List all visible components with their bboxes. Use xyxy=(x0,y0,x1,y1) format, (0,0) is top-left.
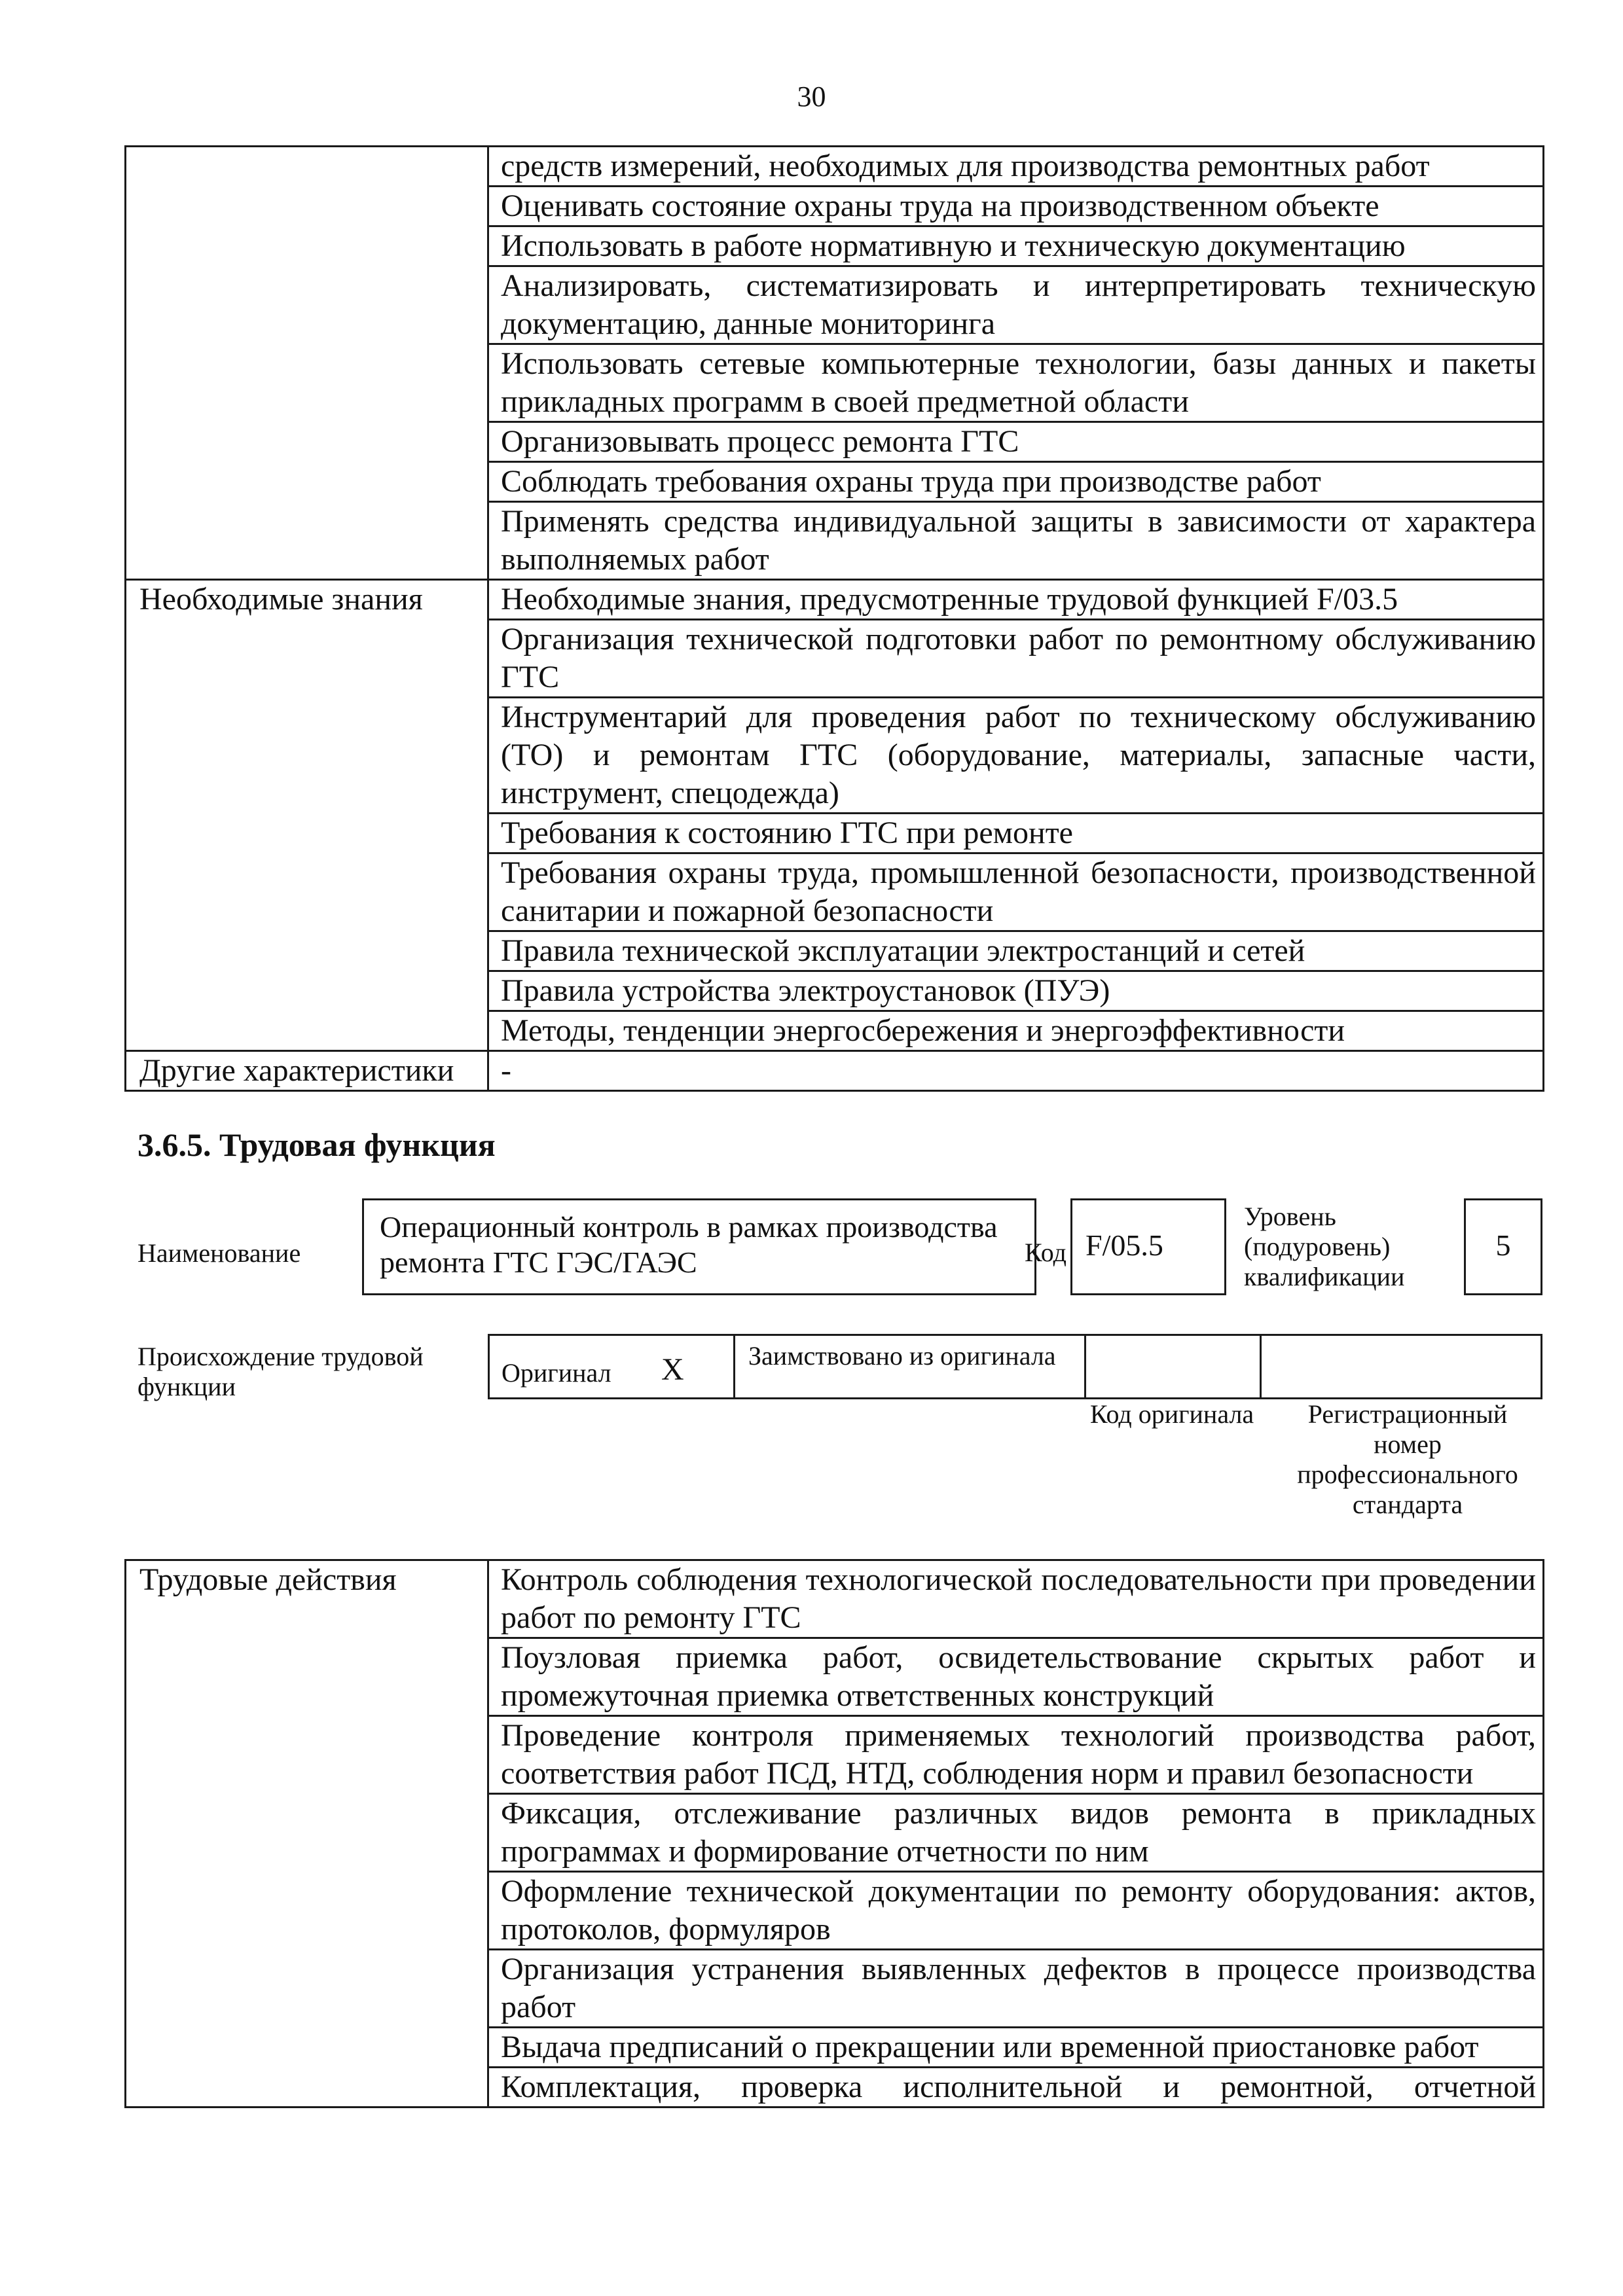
origin-original-cell xyxy=(490,1336,735,1397)
row-label-other: Другие характеристики xyxy=(126,1051,488,1091)
code-original-caption: Код оригинала xyxy=(1089,1399,1254,1429)
qualification-level-value: 5 xyxy=(1464,1198,1542,1295)
table-row xyxy=(126,580,1544,620)
name-label: Наименование xyxy=(137,1238,301,1268)
table-cell: Оформление технической документации по ремонту оборудования: актов, протоколов, формуляров xyxy=(488,1872,1544,1950)
table-row xyxy=(126,1051,1544,1091)
table-cell: Соблюдать требования охраны труда при производстве работ xyxy=(488,462,1544,502)
row-label-labor-actions: Трудовые действия xyxy=(126,1560,488,2108)
original-label: Оригинал xyxy=(501,1358,611,1388)
table-cell: - xyxy=(488,1051,1544,1091)
table-cell: Требования охраны труда, промышленной безопасности, производственной санитарии и пожарной безопасности xyxy=(488,853,1544,931)
origin-code-cell xyxy=(1086,1336,1262,1397)
table-cell: Требования к состоянию ГТС при ремонте xyxy=(488,814,1544,853)
labor-actions-table xyxy=(124,1559,1544,2108)
table-row xyxy=(126,147,1544,187)
table-cell: Необходимые знания, предусмотренные трудовой функцией F/03.5 xyxy=(488,580,1544,620)
original-mark: X xyxy=(661,1352,684,1387)
qualification-level-label: Уровень (подуровень) квалификации xyxy=(1244,1202,1405,1291)
table-cell: Использовать в работе нормативную и техническую документацию xyxy=(488,226,1544,266)
function-code-value: F/05.5 xyxy=(1070,1198,1226,1295)
table-cell: Оценивать состояние охраны труда на производственном объекте xyxy=(488,187,1544,226)
table-cell: Фиксация, отслеживание различных видов ремонта в прикладных программах и формирование отчетности по ним xyxy=(488,1794,1544,1872)
table-cell: Правила технической эксплуатации электростанций и сетей xyxy=(488,931,1544,971)
borrowed-label: Заимствовано из оригинала xyxy=(748,1341,1056,1371)
table-cell: Применять средства индивидуальной защиты в зависимости от характера выполняемых работ xyxy=(488,502,1544,580)
table-cell: Контроль соблюдения технологической последовательности при проведении работ по ремонту ГТС xyxy=(488,1560,1544,1638)
table-cell: Организация устранения выявленных дефектов в процессе производства работ xyxy=(488,1950,1544,2028)
section-title: 3.6.5. Трудовая функция xyxy=(137,1126,496,1163)
code-label: Код xyxy=(1025,1238,1067,1267)
reg-number-caption: Регистрационный номер профессионального стандарта xyxy=(1297,1399,1518,1519)
table-cell: средств измерений, необходимых для производства ремонтных работ xyxy=(488,147,1544,187)
table-cell: Комплектация, проверка исполнительной и ремонтной, отчетной xyxy=(488,2068,1544,2108)
table-cell: Проведение контроля применяемых технологий производства работ, соответствия работ ПСД, НТД, соблюдения норм и правил безопасности xyxy=(488,1716,1544,1794)
table-cell: Поузловая приемка работ, освидетельствование скрытых работ и промежуточная приемка ответственных конструкций xyxy=(488,1638,1544,1716)
table-cell: Организация технической подготовки работ по ремонтному обслуживанию ГТС xyxy=(488,620,1544,698)
table-cell: Правила устройства электроустановок (ПУЭ) xyxy=(488,971,1544,1011)
row-label-knowledge: Необходимые знания xyxy=(126,580,488,1051)
table-cell: Методы, тенденции энергосбережения и энергоэффективности xyxy=(488,1011,1544,1051)
table-cell: Организовывать процесс ремонта ГТС xyxy=(488,422,1544,462)
table-cell: Использовать сетевые компьютерные технологии, базы данных и пакеты прикладных программ в своей предметной области xyxy=(488,344,1544,422)
function-name-value: Операционный контроль в рамках производства ремонта ГТС ГЭС/ГАЭС xyxy=(362,1198,1036,1295)
table-cell: Анализировать, систематизировать и интерпретировать техническую документацию, данные мониторинга xyxy=(488,266,1544,344)
origin-strip xyxy=(488,1334,1542,1399)
skills-knowledge-table xyxy=(124,145,1544,1092)
table-row xyxy=(126,1560,1544,1638)
origin-reg-number-cell xyxy=(1262,1336,1541,1397)
page-number: 30 xyxy=(797,81,826,113)
table-cell: Инструментарий для проведения работ по техническому обслуживанию (ТО) и ремонтам ГТС (оборудование, материалы, запасные части, инструмент, спецодежда) xyxy=(488,698,1544,814)
table-cell: Выдача предписаний о прекращении или временной приостановке работ xyxy=(488,2028,1544,2068)
row-label-skills xyxy=(126,147,488,580)
origin-borrowed-cell xyxy=(735,1336,1086,1397)
origin-label: Происхождение трудовой функции xyxy=(137,1342,424,1401)
